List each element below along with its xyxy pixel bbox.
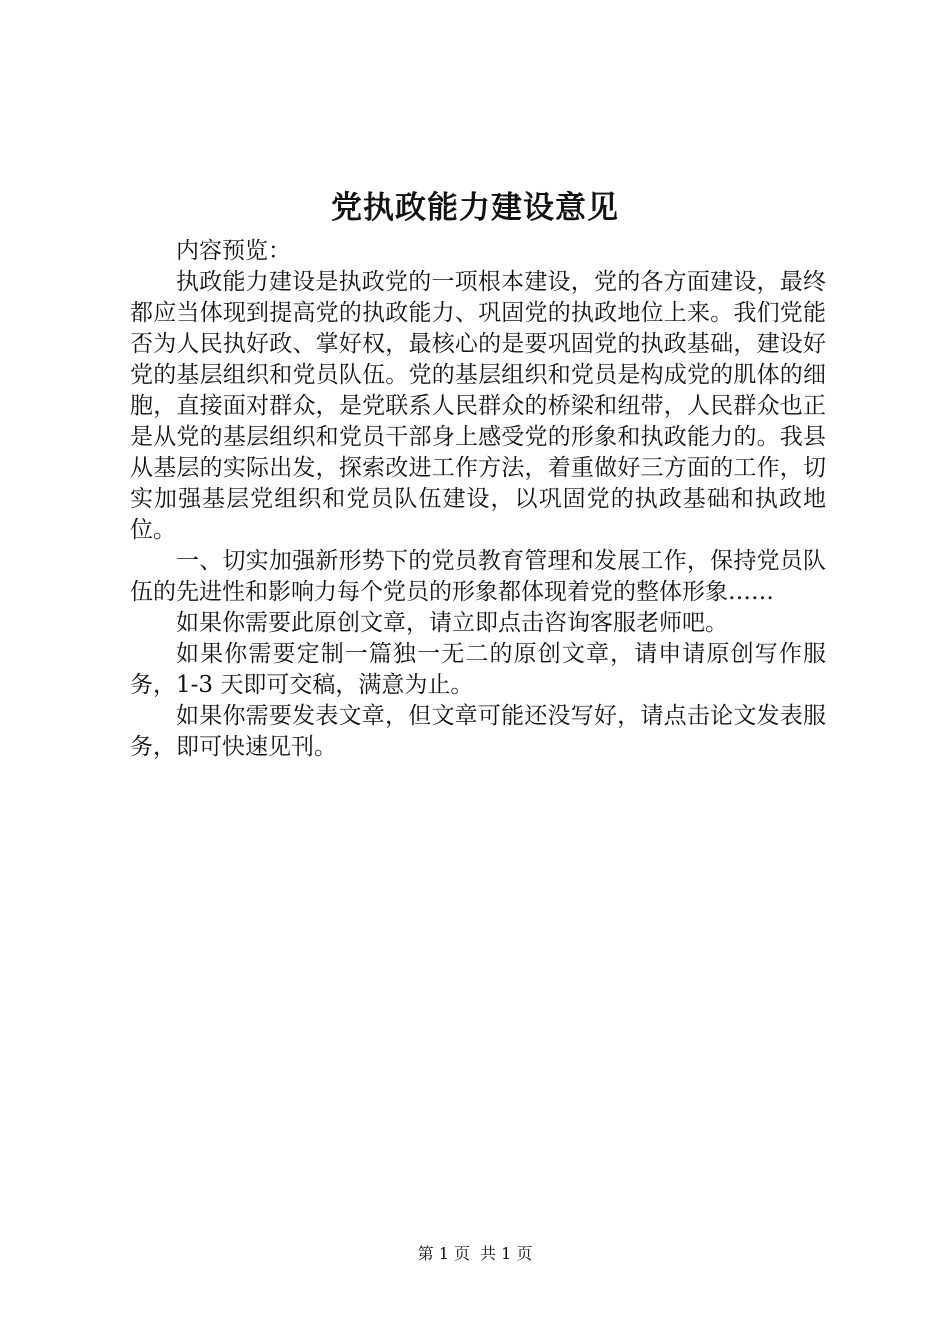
page-number-current: 第 1 页 [417, 1244, 470, 1263]
paragraph-section-one: 一、切实加强新形势下的党员教育管理和发展工作，保持党员队伍的先进性和影响力每个党员的形象都体现着党的整体形象…… [130, 548, 826, 605]
document-body [130, 236, 826, 763]
paragraph-custom-writing[interactable]: 如果你需要定制一篇独一无二的原创文章，请申请原创写作服务，1-3 天即可交稿，满意为止。 [130, 641, 826, 698]
paragraph-intro: 执政能力建设是执政党的一项根本建设，党的各方面建设，最终都应当体现到提高党的执政能力、巩固党的执政地位上来。我们党能否为人民执好政、掌好权，最核心的是要巩固党的执政基础，建设好党的基层组织和党员队伍。党的基层组织和党员是构成党的肌体的细胞，直接面对群众，是党联系人民群众的桥梁和纽带，人民群众也正是从党的基层组织和党员干部身上感受党的形象和执政能力的。我县从基层的实际出发，探索改进工作方法，着重做好三方面的工作，切实加强基层党组织和党员队伍建设，以巩固党的执政基础和执政地位。 [130, 269, 826, 543]
page-footer [0, 1243, 950, 1265]
paragraph-consult-link[interactable]: 如果你需要此原创文章，请立即点击咨询客服老师吧。 [176, 610, 728, 636]
paragraph-publish-service[interactable]: 如果你需要发表文章，但文章可能还没写好，请点击论文发表服务，即可快速见刊。 [130, 703, 826, 760]
document-title: 党执政能力建设意见 [331, 190, 619, 226]
page-number-total: 共 1 页 [480, 1244, 533, 1263]
preview-label: 内容预览： [176, 238, 291, 264]
